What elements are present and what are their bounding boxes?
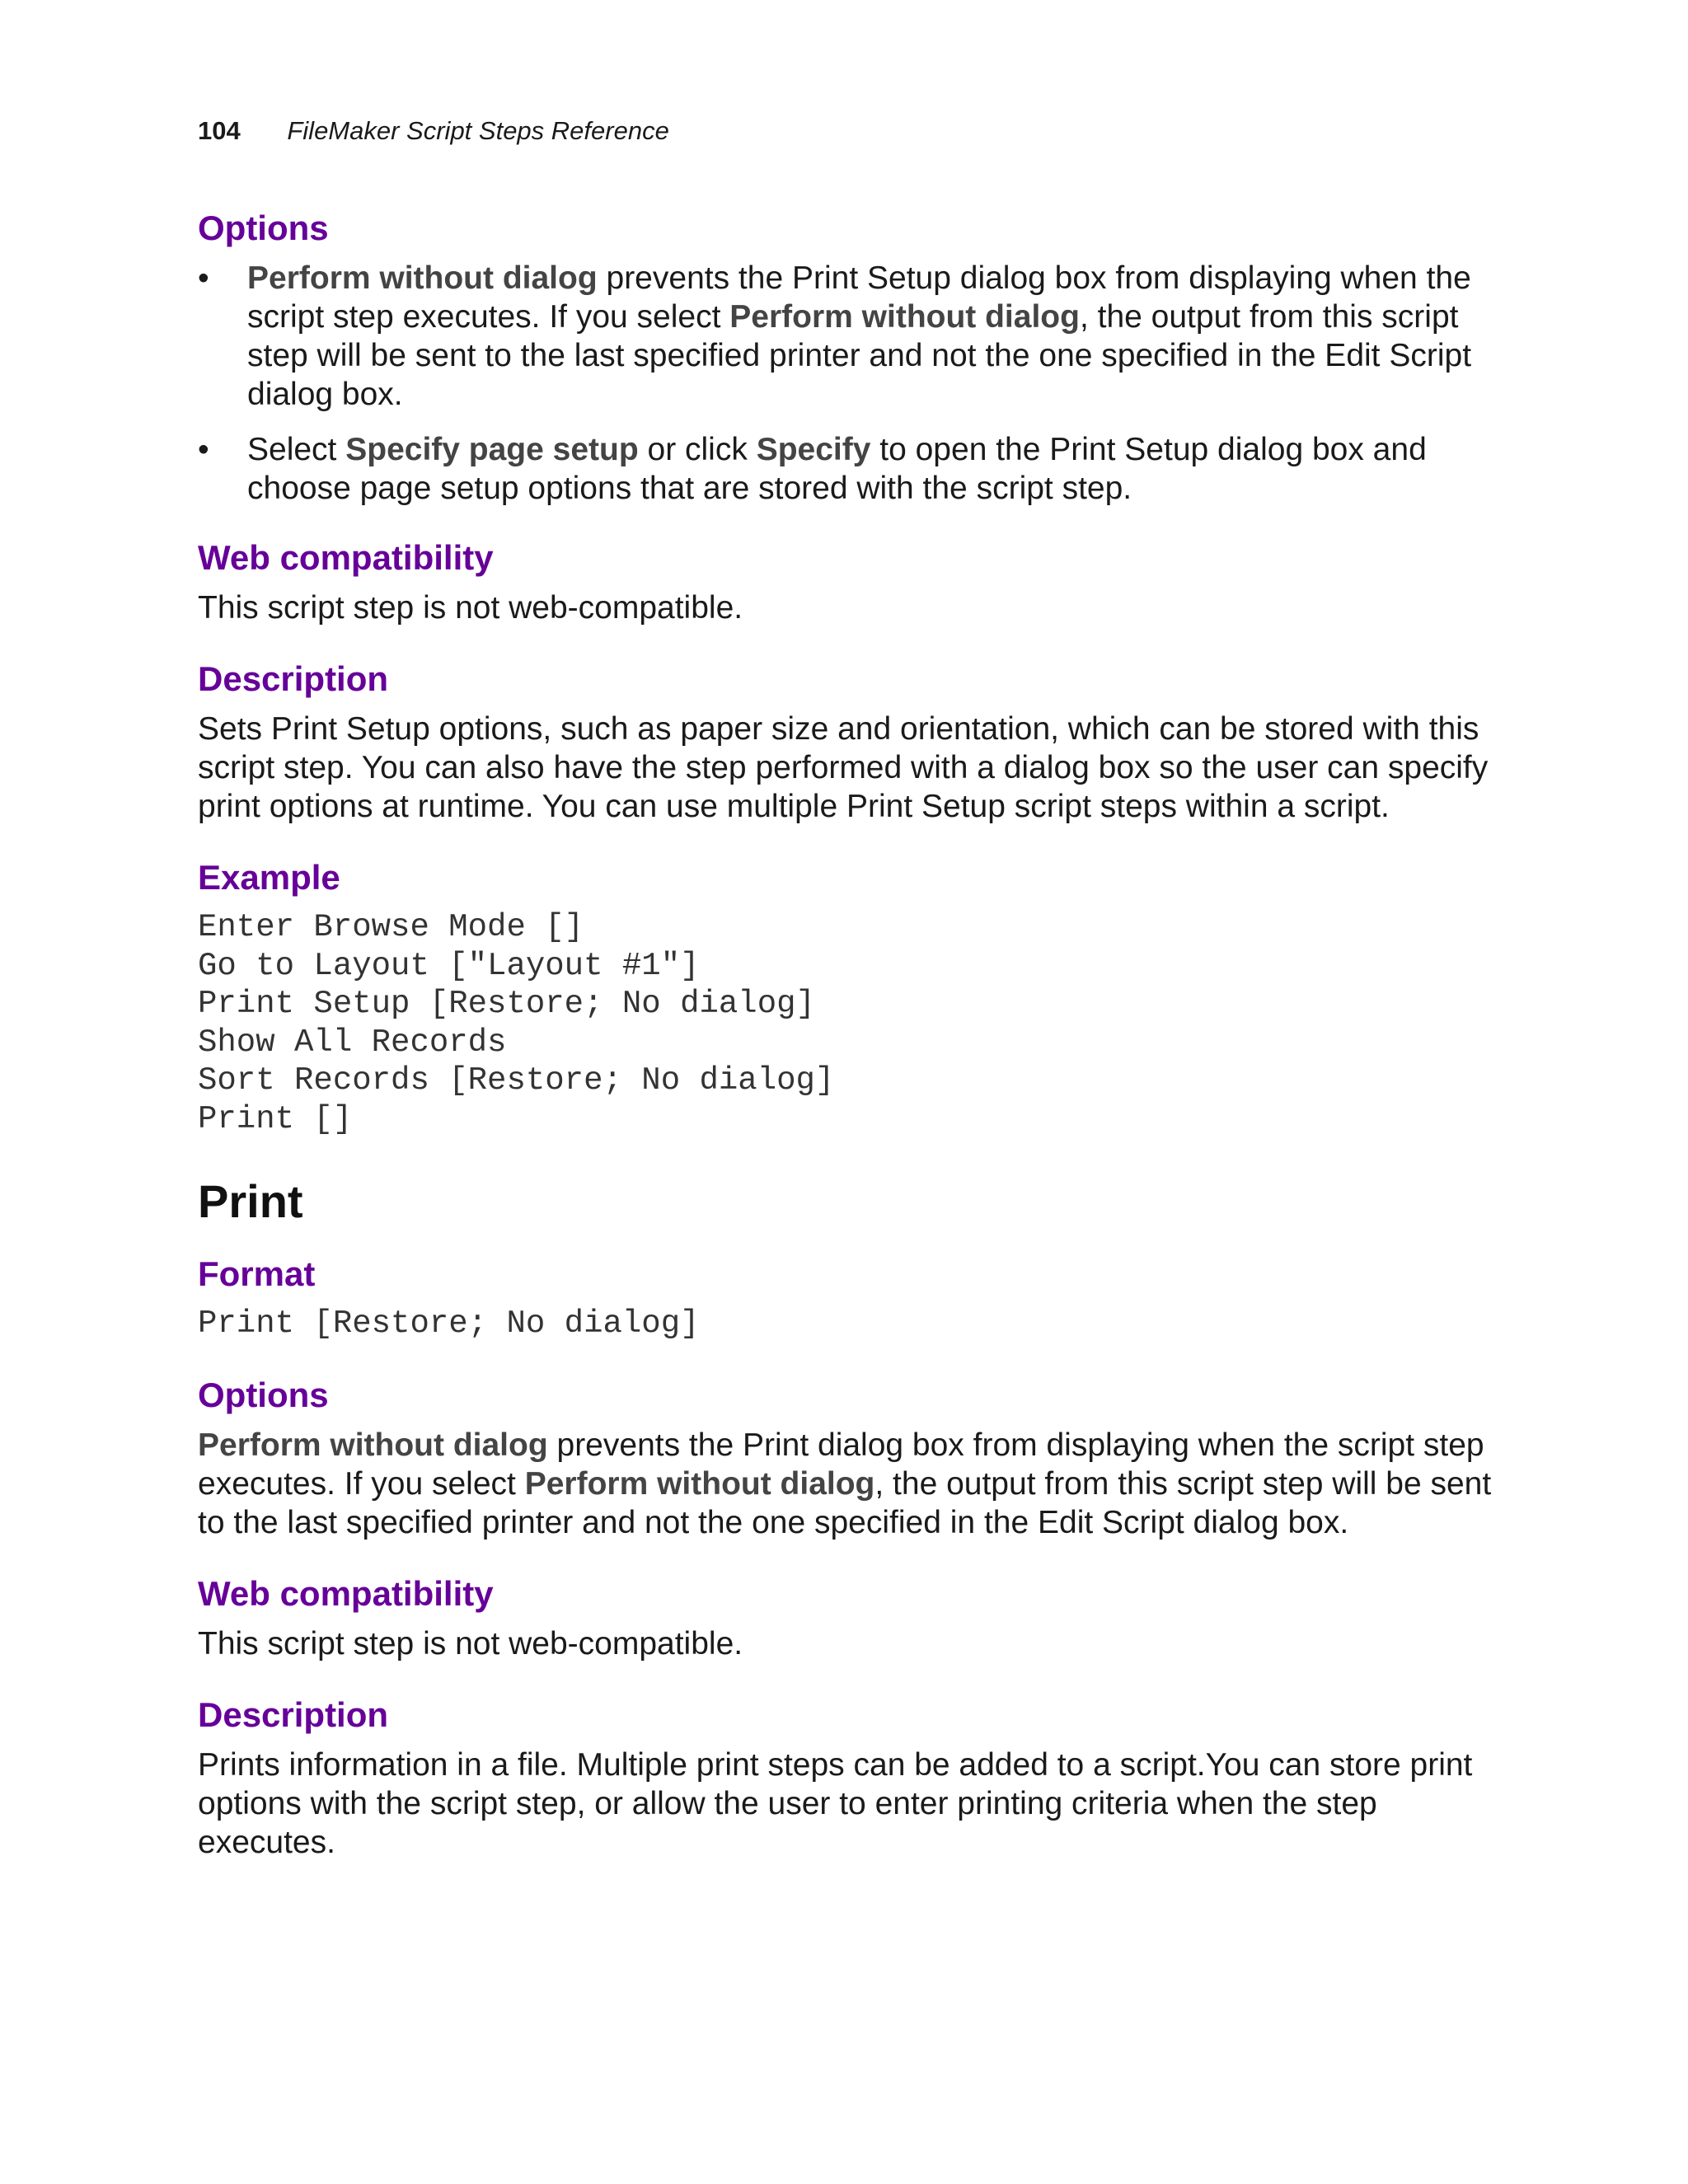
text-run: , the output from this script step will be sent to the last specified printer and not the one specified in the Edit Script dialog box. <box>198 1465 1492 1540</box>
section-heading: Web compatibility <box>198 1573 494 1613</box>
step-title: Print <box>198 1175 303 1227</box>
print-options <box>198 1375 1492 1542</box>
bold-term: Perform without dialog <box>729 299 1080 335</box>
section-heading: Description <box>198 1694 389 1734</box>
body-text: Sets Print Setup options, such as paper size and orientation, which can be stored with this script step. You can also have the step performed with a dialog box so the user can specify print options at runtime. You can use multiple Print Setup script steps within a script. <box>198 711 1489 824</box>
print-setup-example <box>198 857 1492 1138</box>
print-web-compatibility <box>198 1573 1492 1663</box>
section-heading: Example <box>198 858 340 897</box>
page-content <box>198 208 1492 1893</box>
body-text <box>198 1426 1492 1542</box>
print-setup-web-compatibility <box>198 537 1492 627</box>
print-format <box>198 1254 1492 1343</box>
print-setup-description <box>198 658 1492 826</box>
bullet-icon: • <box>198 432 209 467</box>
print-description <box>198 1694 1492 1862</box>
text-run: prevents the Print dialog box from displaying when the script step executes. If you select <box>198 1427 1484 1502</box>
running-header <box>198 114 669 148</box>
code-line: Show All Records <box>198 1024 507 1061</box>
print-setup-options <box>198 208 1492 508</box>
text-run: Select <box>247 432 346 467</box>
code-line: Print [] <box>198 1100 353 1137</box>
code-line: Print Setup [Restore; No dialog] <box>198 986 815 1022</box>
code-example <box>198 908 1492 1138</box>
code-line: Enter Browse Mode [] <box>198 909 584 945</box>
list-item <box>198 259 1492 414</box>
section-heading: Format <box>198 1254 316 1293</box>
text-run: , the output from this script step will be sent to the last specified printer and not the one specified in the Edit Script dialog box. <box>247 299 1472 412</box>
text-run: prevents the Print Setup dialog box from displaying when the script step executes. If you select <box>247 260 1471 335</box>
body-text: This script step is not web-compatible. <box>198 1625 743 1661</box>
bold-term: Perform without dialog <box>247 260 598 296</box>
text-run: to open the Print Setup dialog box and choose page setup options that are stored with the script step. <box>247 432 1427 506</box>
section-heading: Description <box>198 659 389 698</box>
code-line: Sort Records [Restore; No dialog] <box>198 1062 835 1099</box>
section-heading: Web compatibility <box>198 538 494 577</box>
format-code: Print [Restore; No dialog] <box>198 1305 700 1342</box>
options-list <box>198 259 1492 508</box>
bold-term: Specify page setup <box>345 432 639 467</box>
page-number: 104 <box>198 116 241 145</box>
list-item <box>198 430 1492 508</box>
section-heading: Options <box>198 1375 329 1414</box>
bold-term: Perform without dialog <box>524 1465 875 1502</box>
body-text: Prints information in a file. Multiple print steps can be added to a script.You can store print options with the script step, or allow the user to enter printing criteria when the step executes. <box>198 1746 1473 1860</box>
bullet-icon: • <box>198 260 209 296</box>
section-heading: Options <box>198 209 329 247</box>
bold-term: Specify <box>756 432 871 467</box>
code-line: Go to Layout ["Layout #1"] <box>198 947 700 984</box>
body-text: This script step is not web-compatible. <box>198 590 743 626</box>
bold-term: Perform without dialog <box>198 1427 548 1463</box>
book-title: FileMaker Script Steps Reference <box>287 116 669 145</box>
text-run: or click <box>638 432 757 467</box>
